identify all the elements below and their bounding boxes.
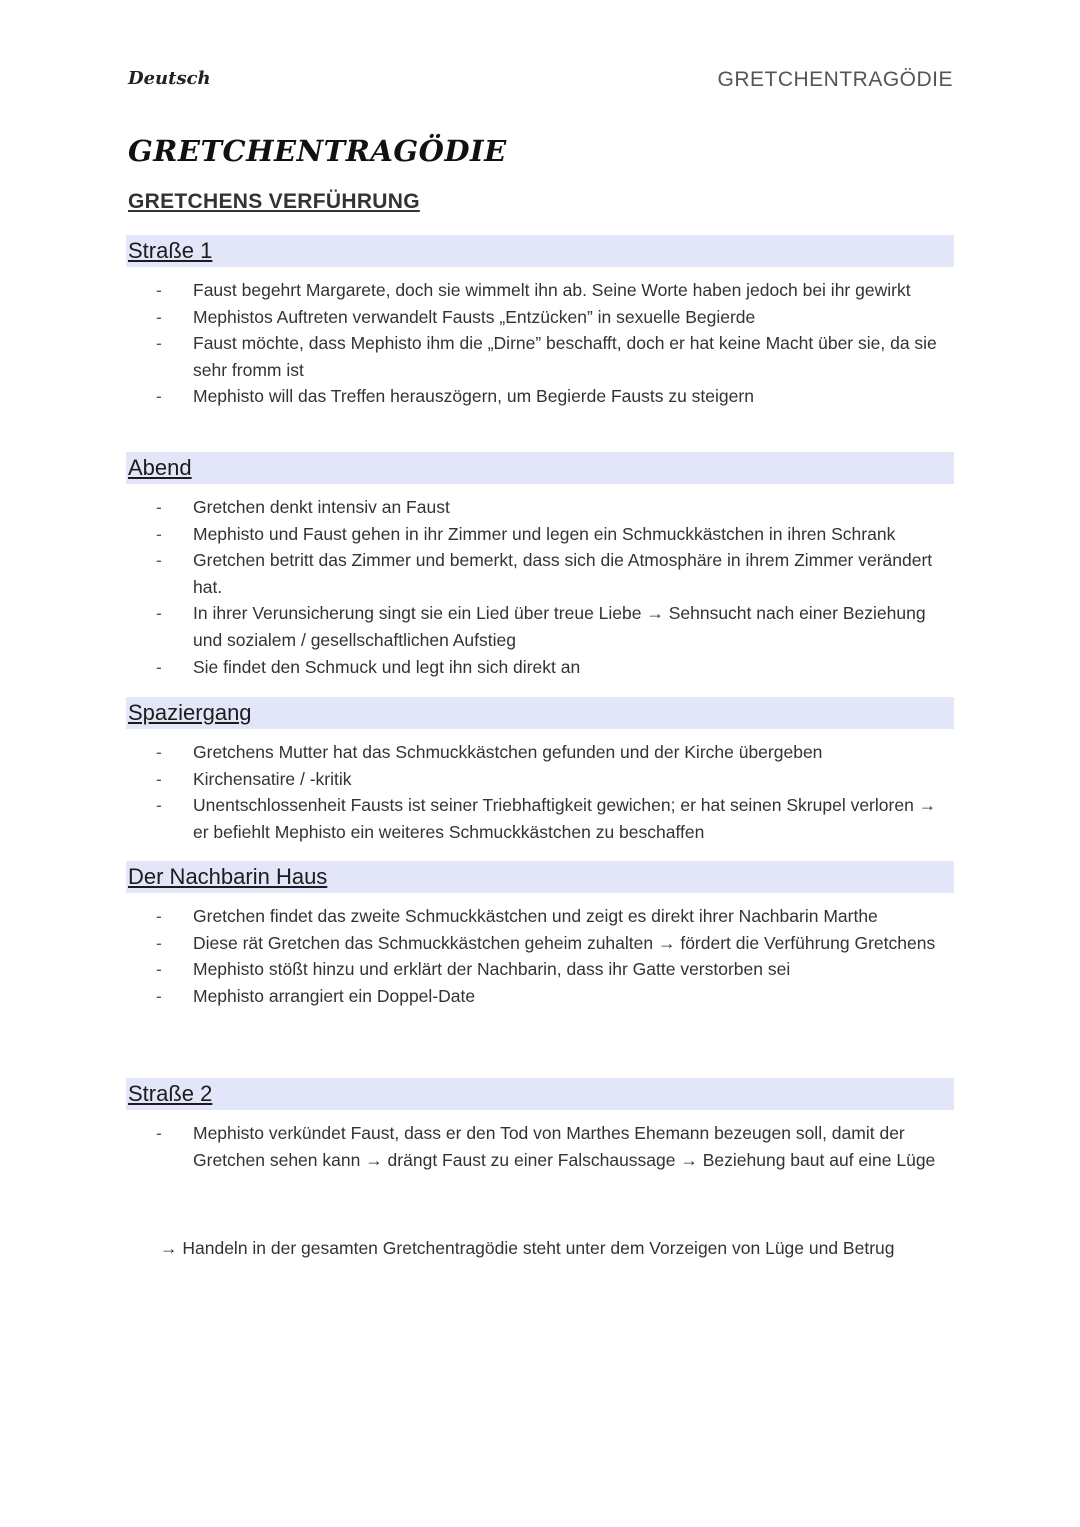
list-item: - Mephisto stößt hinzu und erklärt der Nachbarin, dass ihr Gatte verstorben sei: [126, 956, 954, 983]
section-heading: Straße 1: [126, 235, 954, 267]
section-strasse-2: [126, 1078, 954, 1173]
section-der-nachbarin-haus: [126, 861, 954, 1009]
list-item: - Gretchen findet das zweite Schmuckkästchen und zeigt es direkt ihrer Nachbarin Marthe: [126, 903, 954, 930]
item-list: [126, 277, 954, 410]
list-item: - In ihrer Verunsicherung singt sie ein Lied über treue Liebe → Sehnsucht nach einer Beziehung und sozialem / gesellschaftlichen Aufstieg: [126, 600, 954, 653]
header-subject: Deutsch: [128, 68, 211, 89]
section-strasse-1: [126, 235, 954, 410]
item-list: [126, 739, 954, 845]
list-item: - Diese rät Gretchen das Schmuckkästchen geheim zuhalten → fördert die Verführung Gretchens: [126, 930, 954, 957]
section-spaziergang: [126, 697, 954, 845]
document-subtitle: GRETCHENS VERFÜHRUNG: [128, 190, 420, 213]
list-item: - Gretchens Mutter hat das Schmuckkästchen gefunden und der Kirche übergeben: [126, 739, 954, 766]
document-title: GRETCHENTRAGÖDIE: [128, 134, 507, 168]
item-list: [126, 903, 954, 1009]
list-item: - Mephistos Auftreten verwandelt Fausts „Entzücken” in sexuelle Begierde: [126, 304, 954, 331]
section-heading: Straße 2: [126, 1078, 954, 1110]
item-list: [126, 494, 954, 680]
section-abend: [126, 452, 954, 680]
list-item: - Mephisto und Faust gehen in ihr Zimmer und legen ein Schmuckkästchen in ihren Schrank: [126, 521, 954, 548]
list-item: - Sie findet den Schmuck und legt ihn sich direkt an: [126, 654, 954, 681]
conclusion-note: → Handeln in der gesamten Gretchentragödie steht unter dem Vorzeigen von Lüge und Betrug: [160, 1237, 895, 1258]
list-item: - Mephisto verkündet Faust, dass er den Tod von Marthes Ehemann bezeugen soll, damit der Gretchen sehen kann → drängt Faust zu einer Falschaussage → Beziehung baut auf eine Lüge: [126, 1120, 954, 1173]
header-topic: GRETCHENTRAGÖDIE: [717, 68, 953, 91]
list-item: - Mephisto arrangiert ein Doppel-Date: [126, 983, 954, 1010]
list-item: - Mephisto will das Treffen herauszögern, um Begierde Fausts zu steigern: [126, 383, 954, 410]
section-heading: Der Nachbarin Haus: [126, 861, 954, 893]
section-heading: Spaziergang: [126, 697, 954, 729]
list-item: - Gretchen denkt intensiv an Faust: [126, 494, 954, 521]
list-item: - Faust begehrt Margarete, doch sie wimmelt ihn ab. Seine Worte haben jedoch bei ihr gewirkt: [126, 277, 954, 304]
list-item: - Faust möchte, dass Mephisto ihm die „Dirne” beschafft, doch er hat keine Macht über sie, da sie sehr fromm ist: [126, 330, 954, 383]
item-list: [126, 1120, 954, 1173]
list-item: - Kirchensatire / -kritik: [126, 766, 954, 793]
section-heading: Abend: [126, 452, 954, 484]
list-item: - Unentschlossenheit Fausts ist seiner Triebhaftigkeit gewichen; er hat seinen Skrupel verloren → er befiehlt Mephisto ein weiteres Schmuckkästchen zu beschaffen: [126, 792, 954, 845]
list-item: - Gretchen betritt das Zimmer und bemerkt, dass sich die Atmosphäre in ihrem Zimmer verändert hat.: [126, 547, 954, 600]
